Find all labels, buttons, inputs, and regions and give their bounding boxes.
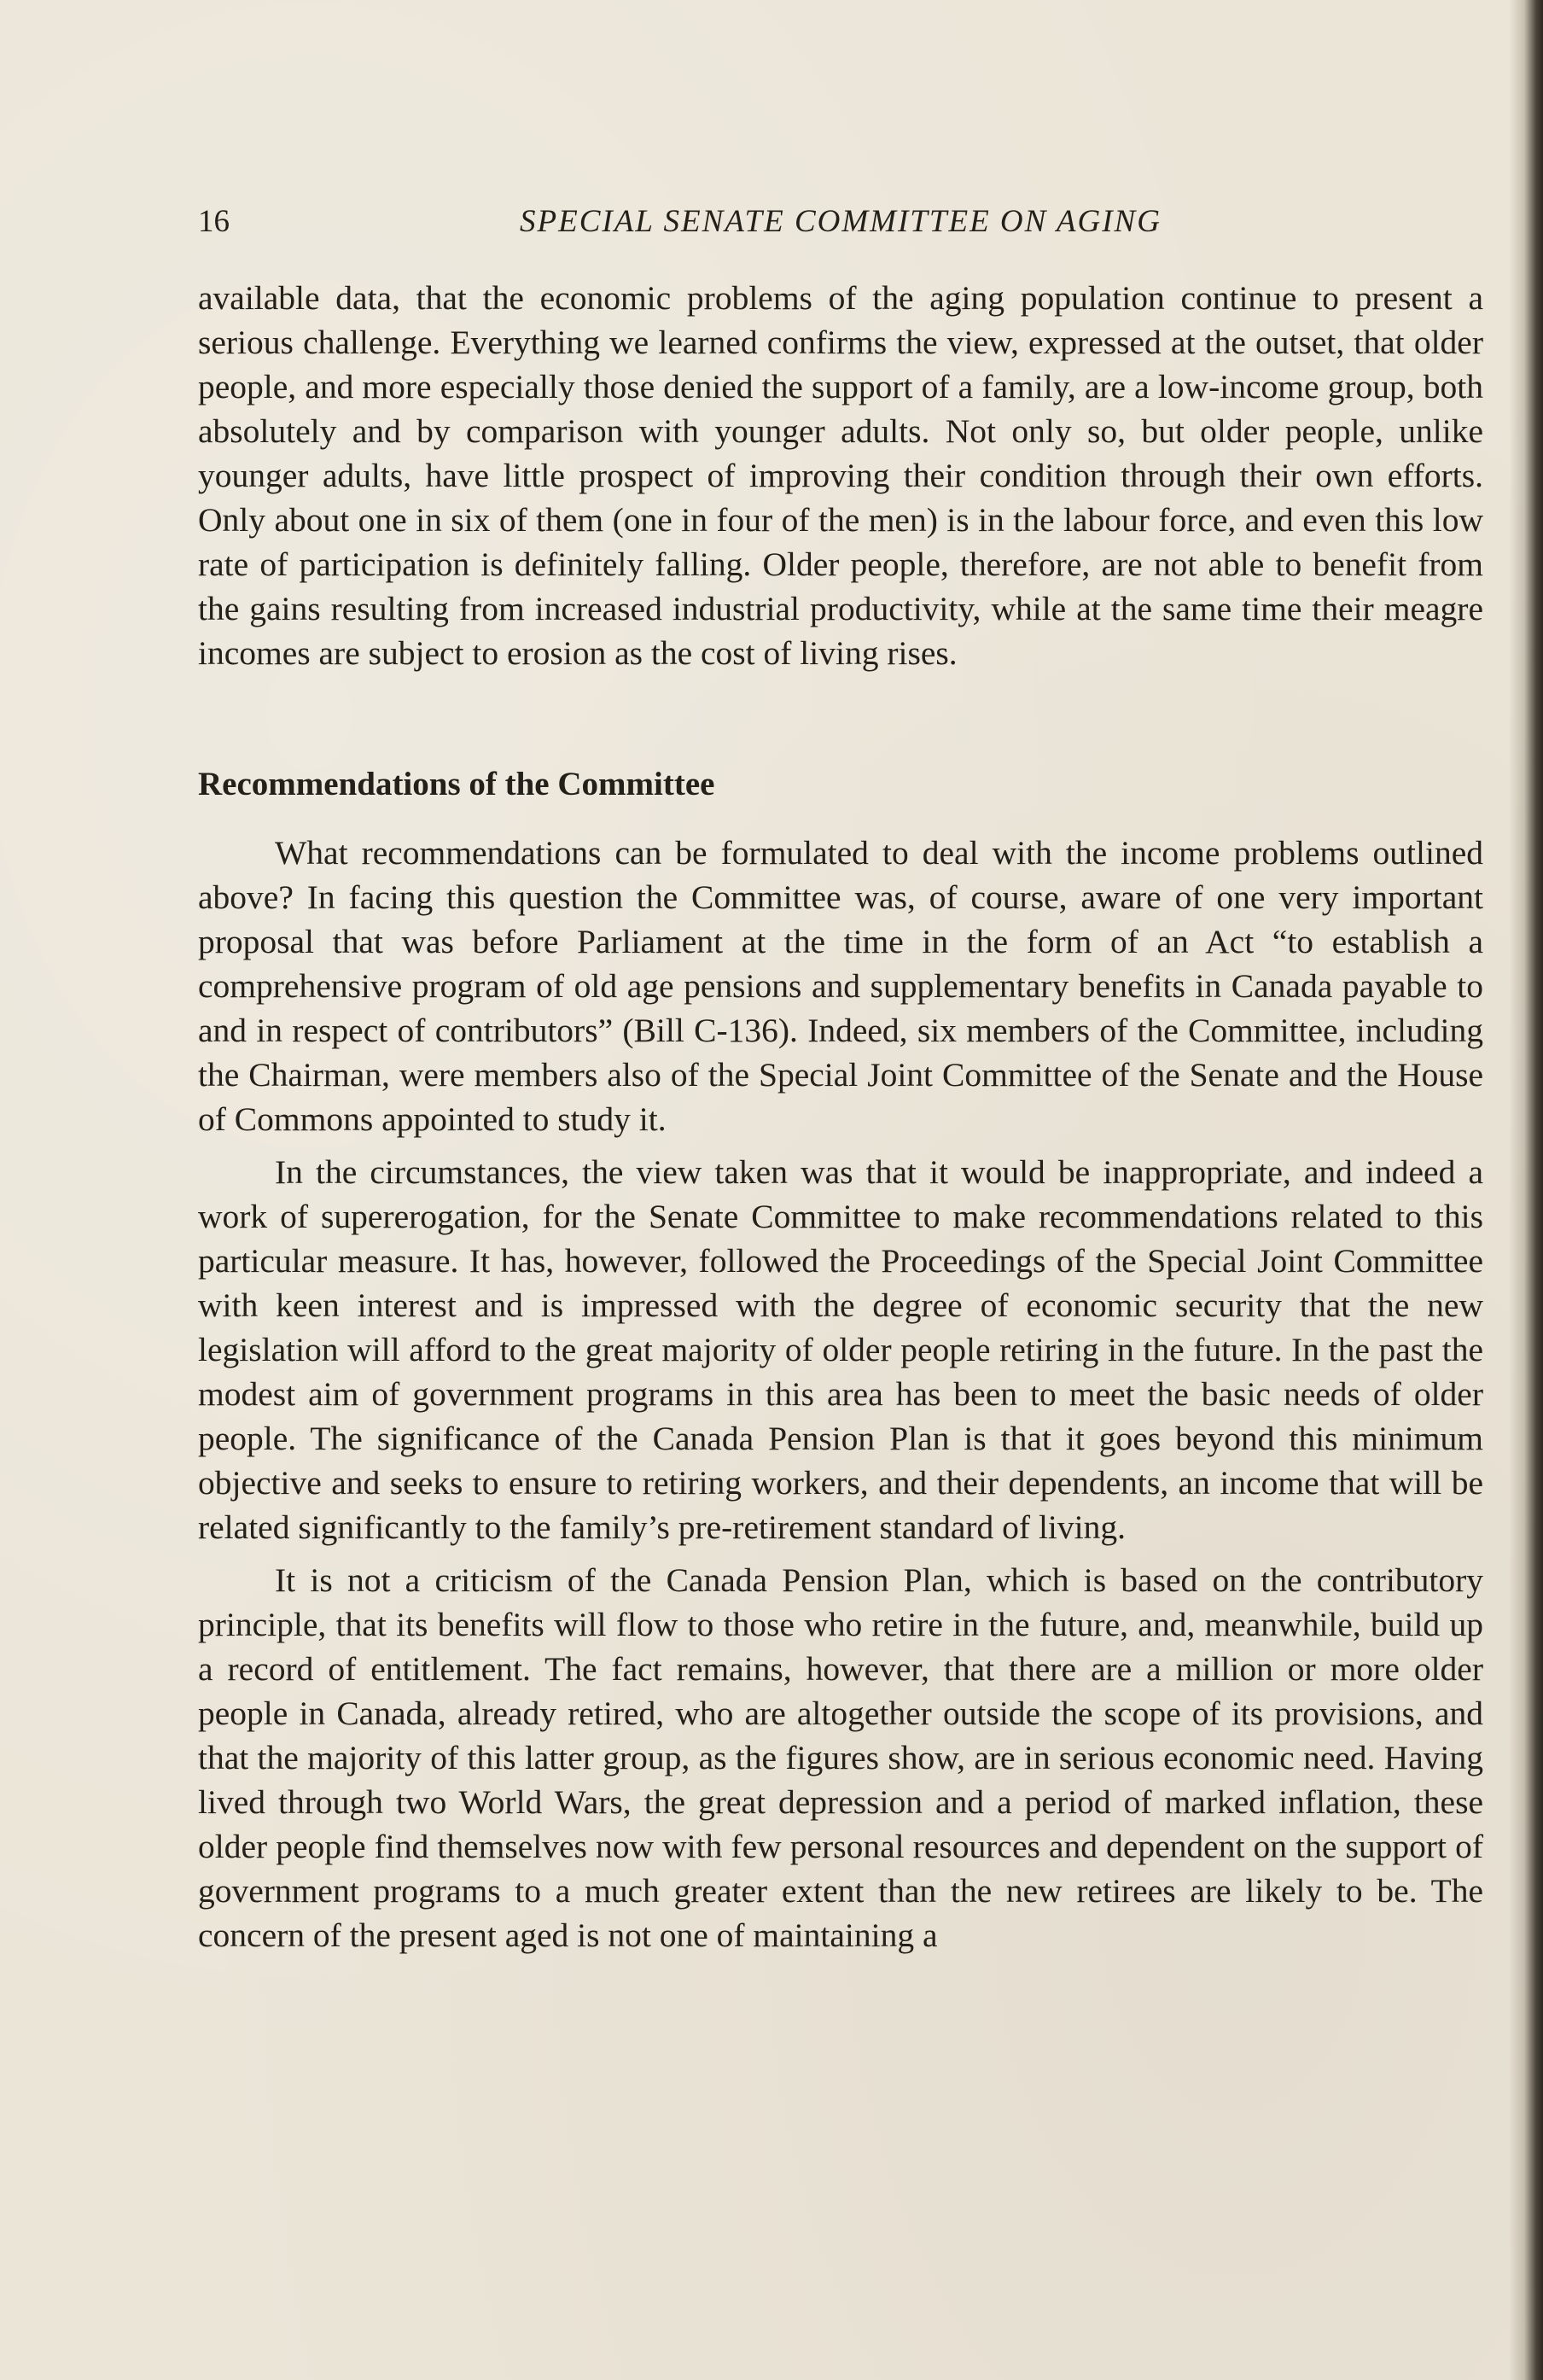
page-number: 16 bbox=[198, 204, 230, 239]
text-block-top bbox=[198, 276, 1483, 675]
paragraph-2: In the circumstances, the view taken was that it would be inappropriate, and indeed a work of supererogation, for the Senate Committee to make recommendations related to this particular measure. It has, however, followed the Proceedings of the Special Joint Committee with keen interest and is impressed with the degree of economic security that the new legislation will afford to the great majority of older people retiring in the future. In the past the modest aim of government programs in this area has been to meet the basic needs of older people. The significance of the Canada Pension Plan is that it goes beyond this minimum objective and seeks to ensure to retiring workers, and their dependents, an income that will be related significantly to the family’s pre-retirement standard of living. bbox=[198, 1153, 1483, 1546]
paragraph-continued: available data, that the economic problems of the aging population continue to present a serious challenge. Everything we learned confirms the view, expressed at the outset, that older people, and more especially those denied the support of a family, are a low-income group, both absolutely and by comparison with younger adults. Not only so, but older people, unlike younger adults, have little prospect of improving their condition through their own efforts. Only about one in six of them (one in four of the men) is in the labour force, and even this low rate of participation is definitely falling. Older people, therefore, are not able to benefit from the gains resulting from increased industrial productivity, while at the same time their meagre incomes are subject to erosion as the cost of living rises. bbox=[198, 279, 1483, 672]
running-title: SPECIAL SENATE COMMITTEE ON AGING bbox=[520, 204, 1162, 239]
page-edge-shadow bbox=[1509, 0, 1543, 2380]
section-heading: Recommendations of the Committee bbox=[198, 766, 715, 802]
paragraph-3: It is not a criticism of the Canada Pension Plan, which is based on the contributory principle, that its benefits will flow to those who retire in the future, and, meanwhile, build up a record of entitlement. The fact remains, however, that there are a million or more older people in Canada, already retired, who are altogether outside the scope of its provisions, and that the majority of this latter group, as the figures show, are in serious economic need. Having lived through two World Wars, the great depression and a period of marked inflation, these older people find themselves now with few personal resources and dependent on the support of government programs to a much greater extent than the new retirees are likely to be. The concern of the present aged is not one of maintaining a bbox=[198, 1561, 1483, 1954]
text-block-main bbox=[198, 831, 1483, 1957]
page-header bbox=[198, 198, 1483, 246]
paragraph-1: What recommendations can be formulated to deal with the income problems outlined above? In facing this question the Committee was, of course, aware of one very important proposal that was before Parliament at the time in the form of an Act “to establish a comprehensive program of old age pensions and supplementary benefits in Canada payable to and in respect of contributors” (Bill C-136). Indeed, six members of the Committee, including the Chairman, were members also of the Special Joint Committee of the Senate and the House of Commons appointed to study it. bbox=[198, 834, 1483, 1138]
